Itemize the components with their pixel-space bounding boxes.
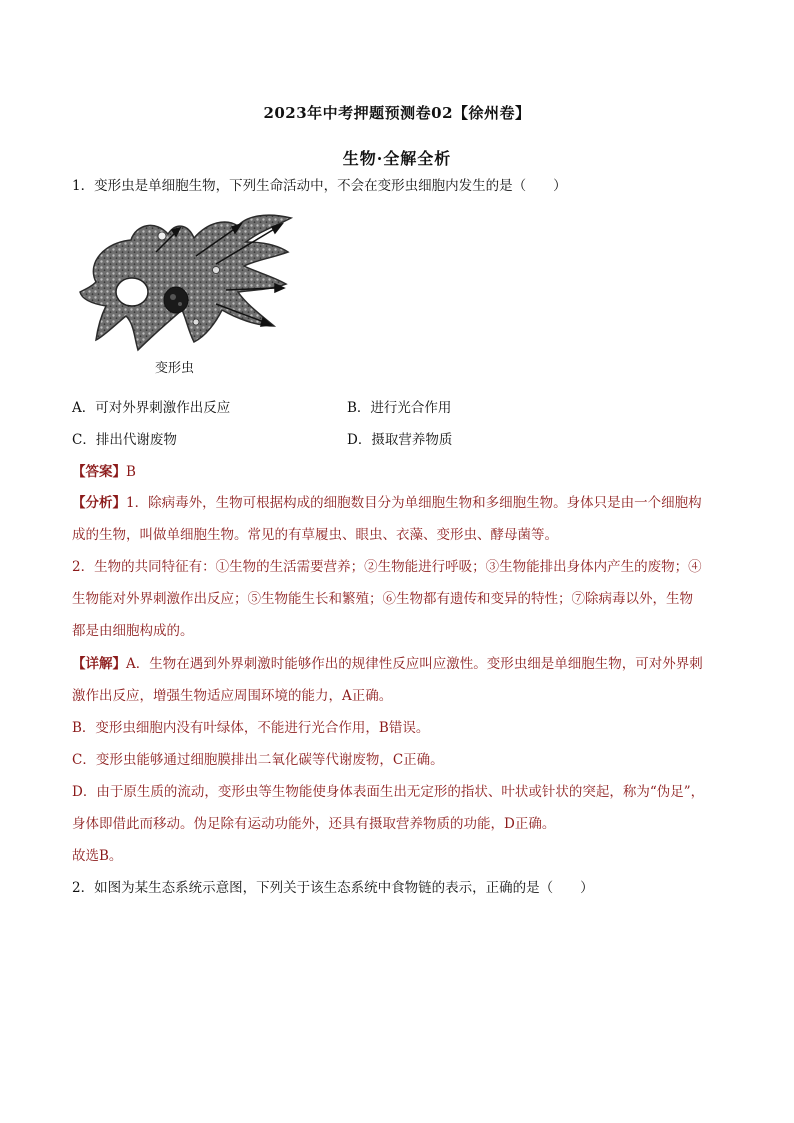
conclusion: 故选B。 [72,848,123,864]
answer-value: B [126,464,136,480]
question-2-stem: 2．如图为某生态系统示意图，下列关于该生态系统中食物链的表示，正确的是（ ） [72,880,594,896]
page-title: 2023年中考押题预测卷02【徐州卷】 [263,104,531,122]
analysis-text-1b: 成的生物，叫做单细胞生物。常见的有草履虫、眼虫、衣藻、变形虫、酵母菌等。 [72,527,558,543]
detail-text-d1: D．由于原生质的流动，变形虫等生物能使身体表面生出无定形的指状、叶状或针状的突起，称为“伪足”， [72,784,705,800]
amoeba-figure [76,212,306,354]
analysis-text-2a: 2．生物的共同特征有：①生物的生活需要营养；②生物能进行呼吸；③生物能排出身体内产生的废物；④ [72,559,702,575]
analysis-line-1 [72,493,732,513]
option-c: C．排出代谢废物 [72,432,177,448]
analysis-text-2c: 都是由细胞构成的。 [72,623,194,639]
detail-line-a1 [72,654,732,674]
page-subtitle: 生物·全解全析 [342,149,452,168]
option-a: A．可对外界刺激作出反应 [72,400,231,416]
answer-tag: 【答案】 [72,464,126,480]
detail-tag: 【详解】 [72,656,126,672]
detail-text-c: C．变形虫能够通过细胞膜排出二氧化碳等代谢废物，C正确。 [72,752,444,768]
question-1-stem: 1．变形虫是单细胞生物，下列生命活动中，不会在变形虫细胞内发生的是（ ） [72,178,567,194]
detail-text-a2: 激作出反应，增强生物适应周围环境的能力，A正确。 [72,688,393,704]
figure-caption: 变形虫 [155,361,195,376]
detail-text-d2: 身体即借此而移动。伪足除有运动功能外，还具有摄取营养物质的功能，D正确。 [72,816,556,832]
detail-text-a1: A．生物在遇到外界刺激时能够作出的规律性反应叫应激性。变形虫细是单细胞生物，可对外界刺 [126,656,703,672]
analysis-tag: 【分析】 [72,495,126,511]
analysis-text-1a: 1．除病毒外，生物可根据构成的细胞数目分为单细胞生物和多细胞生物。身体只是由一个细胞构 [126,495,702,511]
answer-line [72,462,732,482]
analysis-text-2b: 生物能对外界刺激作出反应；⑤生物能生长和繁殖；⑥生物都有遗传和变异的特性；⑦除病毒以外，生物 [72,591,693,607]
option-b: B．进行光合作用 [347,400,452,416]
detail-text-b: B．变形虫细胞内没有叶绿体，不能进行光合作用，B错误。 [72,720,430,736]
option-d: D．摄取营养物质 [347,432,453,448]
